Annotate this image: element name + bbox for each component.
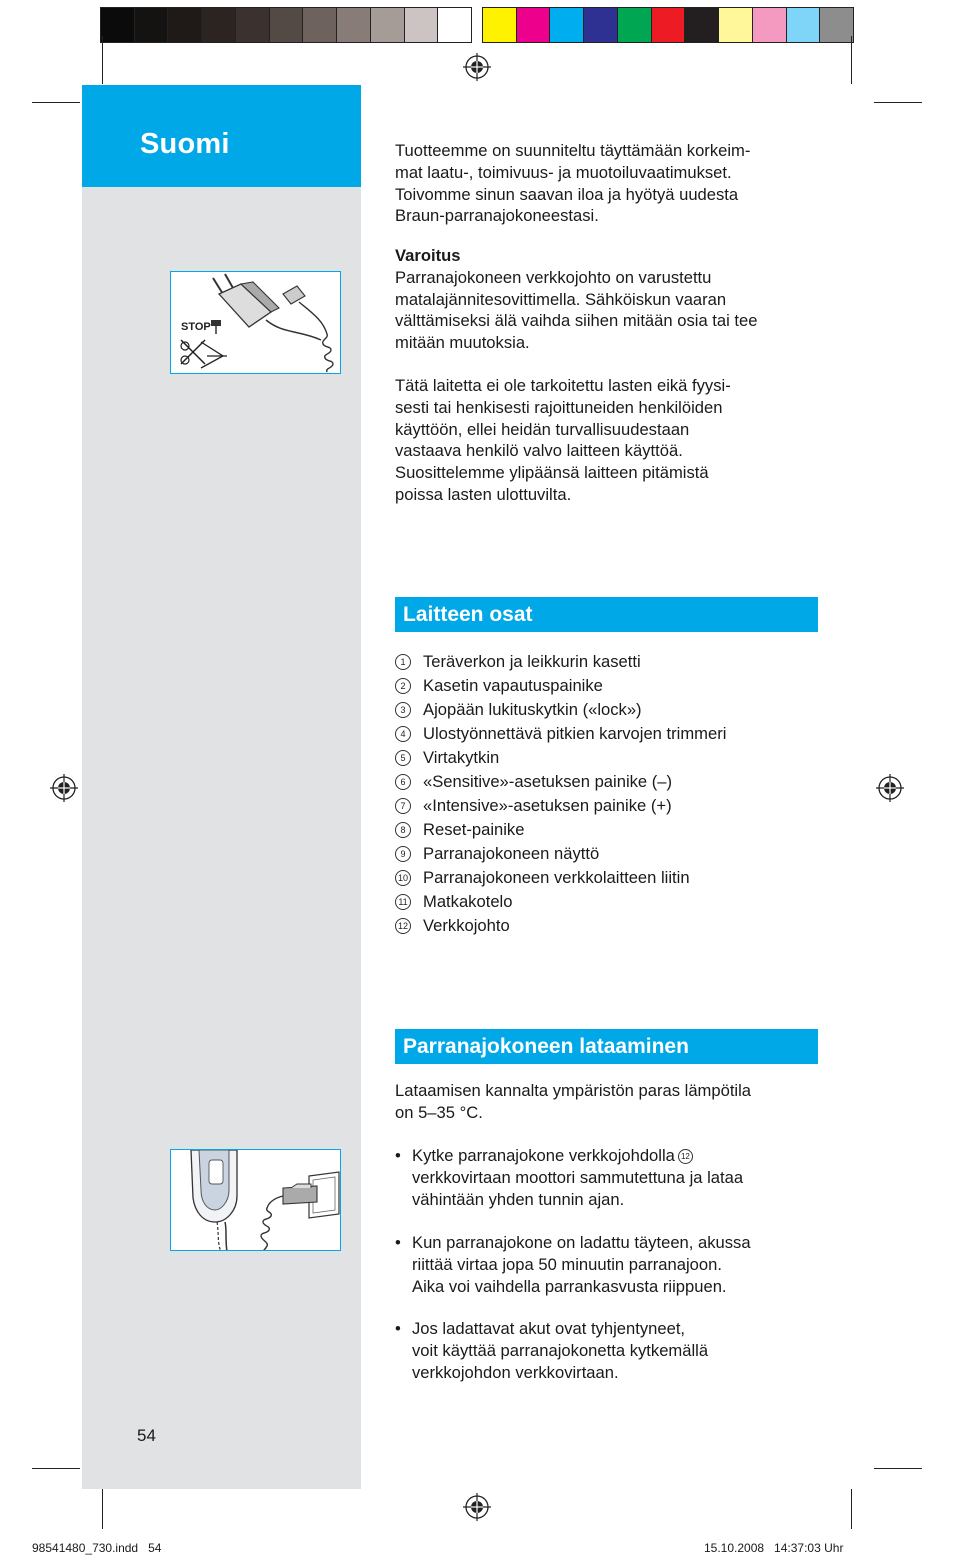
- text-line: sesti tai henkisesti rajoittuneiden henkilöiden: [395, 397, 723, 417]
- bullet-icon: •: [395, 1319, 401, 1338]
- intro-paragraph: [395, 140, 825, 227]
- text-line: voit käyttää parranajokonetta kytkemällä: [412, 1340, 709, 1360]
- text-line: verkkojohdon verkkovirtaan.: [412, 1362, 619, 1382]
- number-badge: 1: [395, 654, 411, 670]
- footer-file-info: 98541480_730.indd 54: [32, 1541, 162, 1555]
- list-item: [395, 650, 825, 674]
- text-line: Tätä laitetta ei ole tarkoitettu lasten eikä fyysi-: [395, 376, 731, 395]
- plug-warning-illustration: [170, 271, 341, 374]
- warning-block: [395, 245, 825, 354]
- part-label: Ajopään lukituskytkin («lock»): [423, 700, 642, 719]
- plug-adapter-icon: [171, 272, 341, 374]
- part-label: Parranajokoneen näyttö: [423, 844, 600, 863]
- charging-intro: [395, 1080, 825, 1124]
- list-item: [395, 890, 825, 914]
- bullet-icon: •: [395, 1233, 401, 1252]
- text-line: Suosittelemme ylipäänsä laitteen pitämistä: [395, 463, 709, 483]
- color-swatch: [719, 8, 753, 42]
- text-line: verkkovirtaan moottori sammutettuna ja lataa: [412, 1167, 744, 1187]
- text-line: mat laatu-, toimivuus- ja muotoiluvaatimukset.: [395, 162, 732, 182]
- text-line: Kytke parranajokone verkkojohdolla: [412, 1146, 675, 1165]
- number-badge: 7: [395, 798, 411, 814]
- text-line: Braun-parranajokoneestasi.: [395, 206, 599, 226]
- number-badge: 10: [395, 870, 411, 886]
- number-badge: 8: [395, 822, 411, 838]
- gray-swatch: [168, 8, 202, 42]
- registration-mark-icon: [463, 1493, 491, 1521]
- color-swatch: [483, 8, 517, 42]
- text-line: Aika voi vaihdella parrankasvusta riippuen.: [412, 1276, 727, 1296]
- bullet-item-mains: [395, 1318, 825, 1383]
- color-swatch: [820, 8, 853, 42]
- text-line: Parranajokoneen verkkojohto on varustettu: [395, 267, 712, 287]
- color-swatch: [618, 8, 652, 42]
- footer-timestamp: 15.10.2008 14:37:03 Uhr: [704, 1541, 844, 1555]
- registration-mark-icon: [50, 774, 78, 802]
- list-item: [395, 794, 825, 818]
- list-item: [395, 818, 825, 842]
- registration-mark-icon: [463, 53, 491, 81]
- number-badge: 4: [395, 726, 411, 742]
- color-swatch: [584, 8, 618, 42]
- gray-swatch: [405, 8, 439, 42]
- gray-swatch: [438, 8, 471, 42]
- part-label: Reset-painike: [423, 820, 525, 839]
- gray-swatch: [270, 8, 304, 42]
- color-swatch: [517, 8, 551, 42]
- number-badge: 12: [395, 918, 411, 934]
- number-badge: 11: [395, 894, 411, 910]
- part-label: Virtakytkin: [423, 748, 500, 767]
- text-line: välttämiseksi älä vaihda siihen mitään osia tai tee: [395, 311, 758, 331]
- parts-section-heading: Laitteen osat: [395, 597, 818, 632]
- list-item: [395, 746, 825, 770]
- text-line: Lataamisen kannalta ympäristön paras lämpötila: [395, 1081, 752, 1100]
- color-swatch: [685, 8, 719, 42]
- bullet-item-runtime: [395, 1232, 825, 1297]
- part-label: Verkkojohto: [423, 916, 510, 935]
- text-line: poissa lasten ulottuvilta.: [395, 484, 572, 504]
- registration-mark-icon: [876, 774, 904, 802]
- part-label: Matkakotelo: [423, 892, 513, 911]
- list-item: [395, 914, 825, 938]
- parts-list: [395, 650, 825, 938]
- color-swatch: [652, 8, 686, 42]
- text-line: vastaava henkilö valvo laitteen käyttöä.: [395, 441, 683, 461]
- number-badge: 9: [395, 846, 411, 862]
- part-label: Parranajokoneen verkkolaitteen liitin: [423, 868, 690, 887]
- page-number: 54: [137, 1426, 156, 1445]
- number-badge: 6: [395, 774, 411, 790]
- text-line: Toivomme sinun saavan iloa ja hyötyä uudesta: [395, 184, 739, 204]
- gray-swatch: [371, 8, 405, 42]
- charging-section-heading: Parranajokoneen lataaminen: [395, 1029, 818, 1064]
- part-label: «Sensitive»-asetuksen painike (–): [423, 772, 673, 791]
- warning-heading: Varoitus: [395, 246, 461, 265]
- text-line: mitään muutoksia.: [395, 333, 530, 353]
- color-calibration-bar: [100, 7, 854, 43]
- text-line: Jos ladattavat akut ovat tyhjentyneet,: [412, 1319, 686, 1338]
- text-line: matalajännitesovittimella. Sähköiskun vaaran: [395, 289, 727, 309]
- text-line: vähintään yhden tunnin ajan.: [412, 1189, 625, 1209]
- svg-text:STOP: STOP: [181, 321, 211, 333]
- part-label: «Intensive»-asetuksen painike (+): [423, 796, 672, 815]
- list-item: [395, 698, 825, 722]
- part-label: Ulostyönnettävä pitkien karvojen trimmeri: [423, 724, 727, 743]
- number-badge: 2: [395, 678, 411, 694]
- grayscale-swatches: [100, 7, 472, 43]
- text-line: Tuotteemme on suunniteltu täyttämään korkeim-: [395, 141, 751, 160]
- gray-swatch: [303, 8, 337, 42]
- list-item: [395, 722, 825, 746]
- gray-swatch: [101, 8, 135, 42]
- part-label: Teräverkon ja leikkurin kasetti: [423, 652, 641, 671]
- color-swatch: [550, 8, 584, 42]
- number-badge: 12: [678, 1149, 693, 1164]
- list-item: [395, 842, 825, 866]
- list-item: [395, 674, 825, 698]
- gray-swatch: [337, 8, 371, 42]
- shaver-charging-icon: [171, 1150, 341, 1251]
- number-badge: 3: [395, 702, 411, 718]
- children-notice: [395, 375, 825, 506]
- text-line: riittää virtaa jopa 50 minuutin parranajoon.: [412, 1254, 722, 1274]
- text-line: Kun parranajokone on ladattu täyteen, akussa: [412, 1233, 751, 1252]
- page-title: Suomi: [140, 128, 230, 160]
- list-item: [395, 770, 825, 794]
- text-line: on 5–35 °C.: [395, 1102, 483, 1122]
- bullet-icon: •: [395, 1146, 401, 1165]
- color-swatch: [753, 8, 787, 42]
- color-swatch: [787, 8, 821, 42]
- gray-swatch: [236, 8, 270, 42]
- number-badge: 5: [395, 750, 411, 766]
- bullet-item-connect: [395, 1145, 825, 1210]
- color-swatches: [482, 7, 854, 43]
- shaver-charging-illustration: [170, 1149, 341, 1251]
- gray-swatch: [135, 8, 169, 42]
- gray-swatch: [202, 8, 236, 42]
- part-label: Kasetin vapautuspainike: [423, 676, 603, 695]
- text-line: käyttöön, ellei heidän turvallisuudestaan: [395, 419, 690, 439]
- list-item: [395, 866, 825, 890]
